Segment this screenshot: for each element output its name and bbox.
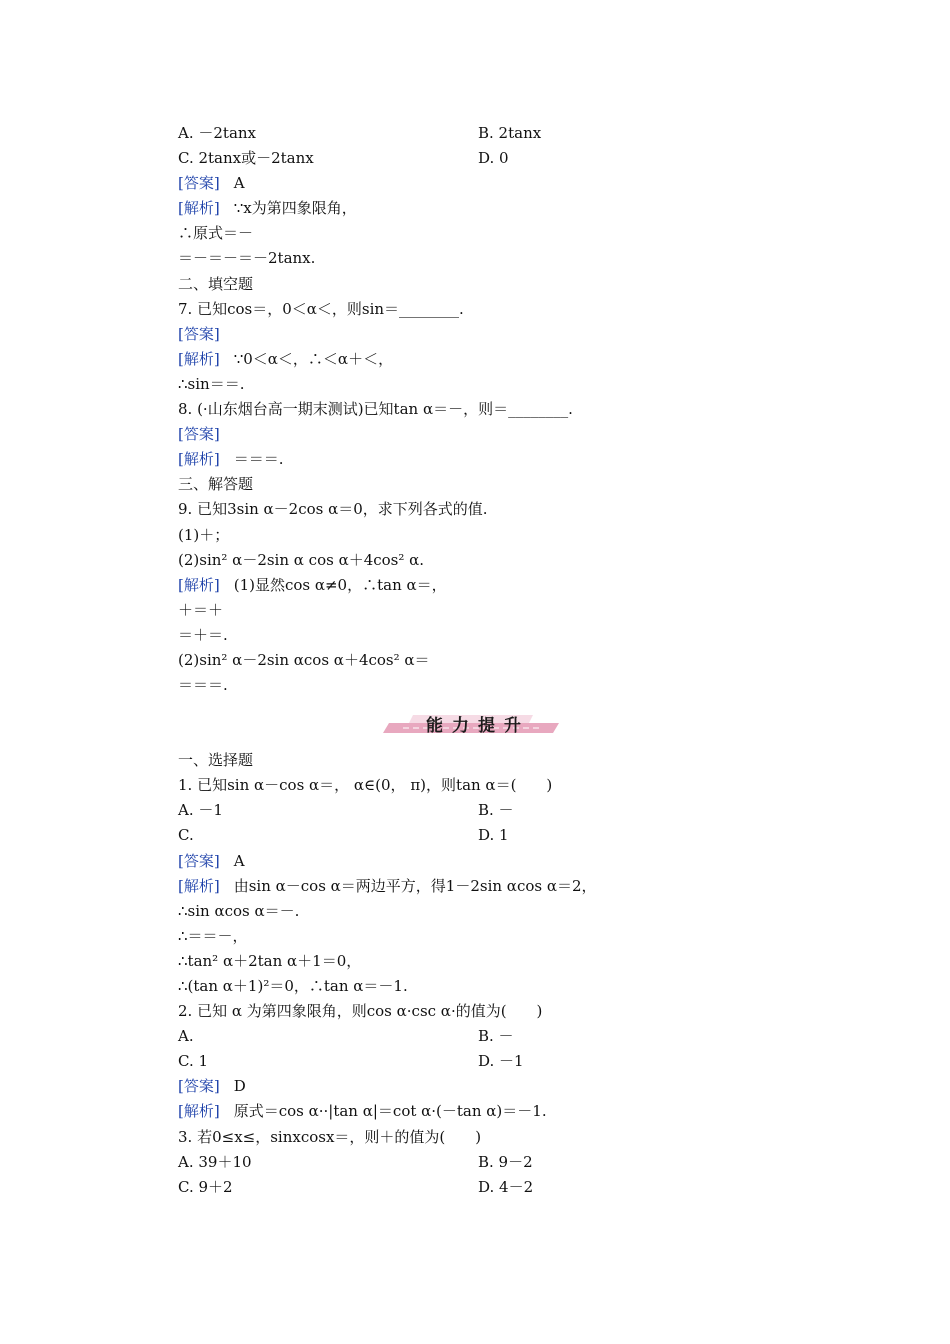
analysis-text: 由sin α－cos α＝两边平方，得1－2sin αcos α＝2， xyxy=(233,876,597,895)
section-banner xyxy=(178,698,778,748)
question-stem: 3. 若0≤x≤，sinxcosx＝，则＋的值为( ) xyxy=(178,1127,482,1146)
analysis-continued: ＝＋＝. xyxy=(178,625,228,644)
analysis-tag: [解析] xyxy=(178,199,220,218)
document-page xyxy=(178,121,778,1200)
answer-line xyxy=(178,422,778,447)
option-d: D. －1 xyxy=(478,1052,524,1071)
answer-text: A xyxy=(233,174,245,193)
analysis-text: ∵0＜α＜，∴＜α＋＜， xyxy=(233,349,394,368)
option-c: C. 9＋2 xyxy=(178,1177,233,1196)
option-c: C. 1 xyxy=(178,1052,209,1071)
section-heading: 三、解答题 xyxy=(178,475,254,494)
answer-line xyxy=(178,849,778,874)
answer-line xyxy=(178,322,778,347)
analysis-continued: ∴sin αcos α＝－. xyxy=(178,901,300,920)
analysis-continued: ∴＝＝－， xyxy=(178,926,248,945)
option-row xyxy=(178,823,778,848)
answer-text: D xyxy=(233,1077,246,1096)
answer-text: A xyxy=(233,851,245,870)
option-row xyxy=(178,1049,778,1074)
analysis-tag: [解析] xyxy=(178,575,220,594)
analysis-continued: (2)sin² α－2sin αcos α＋4cos² α＝ xyxy=(178,650,430,669)
question-stem: 9. 已知3sin α－2cos α＝0，求下列各式的值. xyxy=(178,500,488,519)
option-b: B. 2tanx xyxy=(478,124,542,142)
question-stem: 7. 已知cos＝，0＜α＜，则sin＝________. xyxy=(178,299,464,318)
option-a: A. xyxy=(178,1027,194,1046)
option-b: B. － xyxy=(478,1027,514,1046)
analysis-line xyxy=(178,196,778,221)
option-b: B. － xyxy=(478,801,514,820)
answer-tag: [答案] xyxy=(178,425,220,444)
analysis-line xyxy=(178,347,778,372)
analysis-continued: ＋＝＋ xyxy=(178,600,224,619)
answer-line xyxy=(178,171,778,196)
analysis-line xyxy=(178,447,778,472)
analysis-text: 原式＝cos α··|tan α|＝cot α·(－tan α)＝－1. xyxy=(233,1102,547,1121)
question-part: (1)＋； xyxy=(178,525,230,544)
option-a: A. －1 xyxy=(178,801,223,820)
analysis-line xyxy=(178,573,778,598)
option-d: D. 4－2 xyxy=(478,1177,534,1196)
analysis-continued: ∴tan² α＋2tan α＋1＝0， xyxy=(178,951,362,970)
option-a: A. －2tanx xyxy=(178,124,257,142)
option-row xyxy=(178,1024,778,1049)
analysis-continued: ＝－＝－＝－2tanx. xyxy=(178,249,316,268)
analysis-continued: ＝＝＝. xyxy=(178,676,228,695)
option-row xyxy=(178,1175,778,1200)
option-row xyxy=(178,798,778,823)
analysis-continued: ∴(tan α＋1)²＝0，∴tan α＝－1. xyxy=(178,977,408,995)
section-heading: 二、填空题 xyxy=(178,274,254,293)
section-heading: 一、选择题 xyxy=(178,751,254,770)
option-row xyxy=(178,1150,778,1175)
option-a: A. 39＋10 xyxy=(178,1152,252,1171)
analysis-text: (1)显然cos α≠0，∴tan α＝， xyxy=(233,575,447,594)
option-row xyxy=(178,146,778,171)
question-stem: 1. 已知sin α－cos α＝， α∈(0， π)，则tan α＝( ) xyxy=(178,776,553,795)
question-stem: 8. (·山东烟台高一期末测试)已知tan α＝－，则＝________. xyxy=(178,400,573,419)
answer-tag: [答案] xyxy=(178,1077,220,1096)
analysis-tag: [解析] xyxy=(178,450,220,469)
analysis-continued: ∴原式＝－ xyxy=(178,224,254,243)
option-b: B. 9－2 xyxy=(478,1152,533,1171)
question-stem: 2. 已知 α 为第四象限角，则cos α·csc α·的值为( ) xyxy=(178,1002,543,1021)
analysis-text: ∵x为第四象限角， xyxy=(233,199,357,218)
question-part: (2)sin² α－2sin α cos α＋4cos² α. xyxy=(178,550,425,569)
analysis-line xyxy=(178,1099,778,1124)
option-row xyxy=(178,121,778,146)
analysis-tag: [解析] xyxy=(178,876,220,895)
option-d: D. 1 xyxy=(478,826,509,845)
option-c: C. xyxy=(178,826,194,845)
banner-title: 能力提升 xyxy=(426,716,530,737)
answer-tag: [答案] xyxy=(178,851,220,870)
answer-tag: [答案] xyxy=(178,324,220,343)
option-c: C. 2tanx或－2tanx xyxy=(178,149,314,168)
analysis-tag: [解析] xyxy=(178,349,220,368)
analysis-line xyxy=(178,874,778,899)
answer-tag: [答案] xyxy=(178,174,220,193)
analysis-tag: [解析] xyxy=(178,1102,220,1121)
answer-line xyxy=(178,1074,778,1099)
analysis-text: ＝＝＝. xyxy=(233,450,284,469)
analysis-continued: ∴sin＝＝. xyxy=(178,374,245,393)
option-d: D. 0 xyxy=(478,149,509,168)
